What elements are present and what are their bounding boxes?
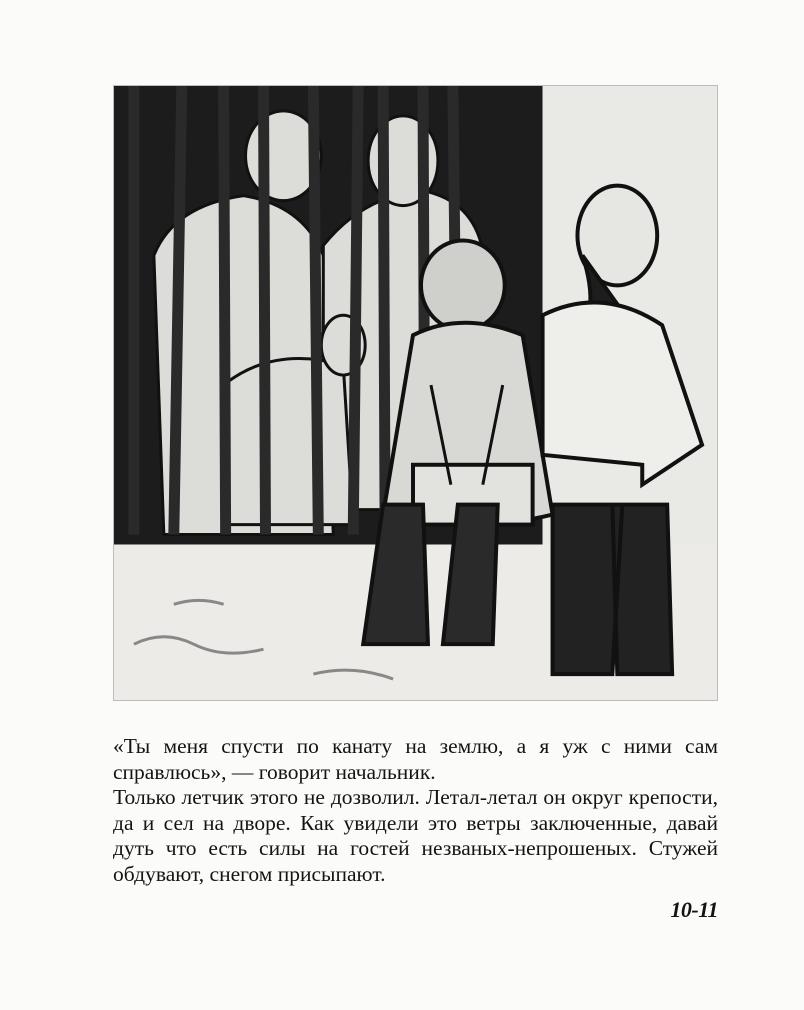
paragraph-chief-quote: «Ты меня спусти по канату на землю, а я уж с ними сам справлюсь», — говорит начальник. xyxy=(113,734,718,784)
story-illustration xyxy=(113,85,718,701)
paragraph-pilot-landing: Только летчик этого не дозволил. Летал-летал он округ крепости, да и сел на дворе. Как увидели это ветры заключенные, давай дуть что есть силы на гостей незваных-непрошеных. Стужей обдувают, снегом присыпают. xyxy=(113,785,718,886)
page-number: 10-11 xyxy=(670,897,718,922)
prison-scene-drawing xyxy=(114,86,717,700)
story-text xyxy=(113,734,718,887)
